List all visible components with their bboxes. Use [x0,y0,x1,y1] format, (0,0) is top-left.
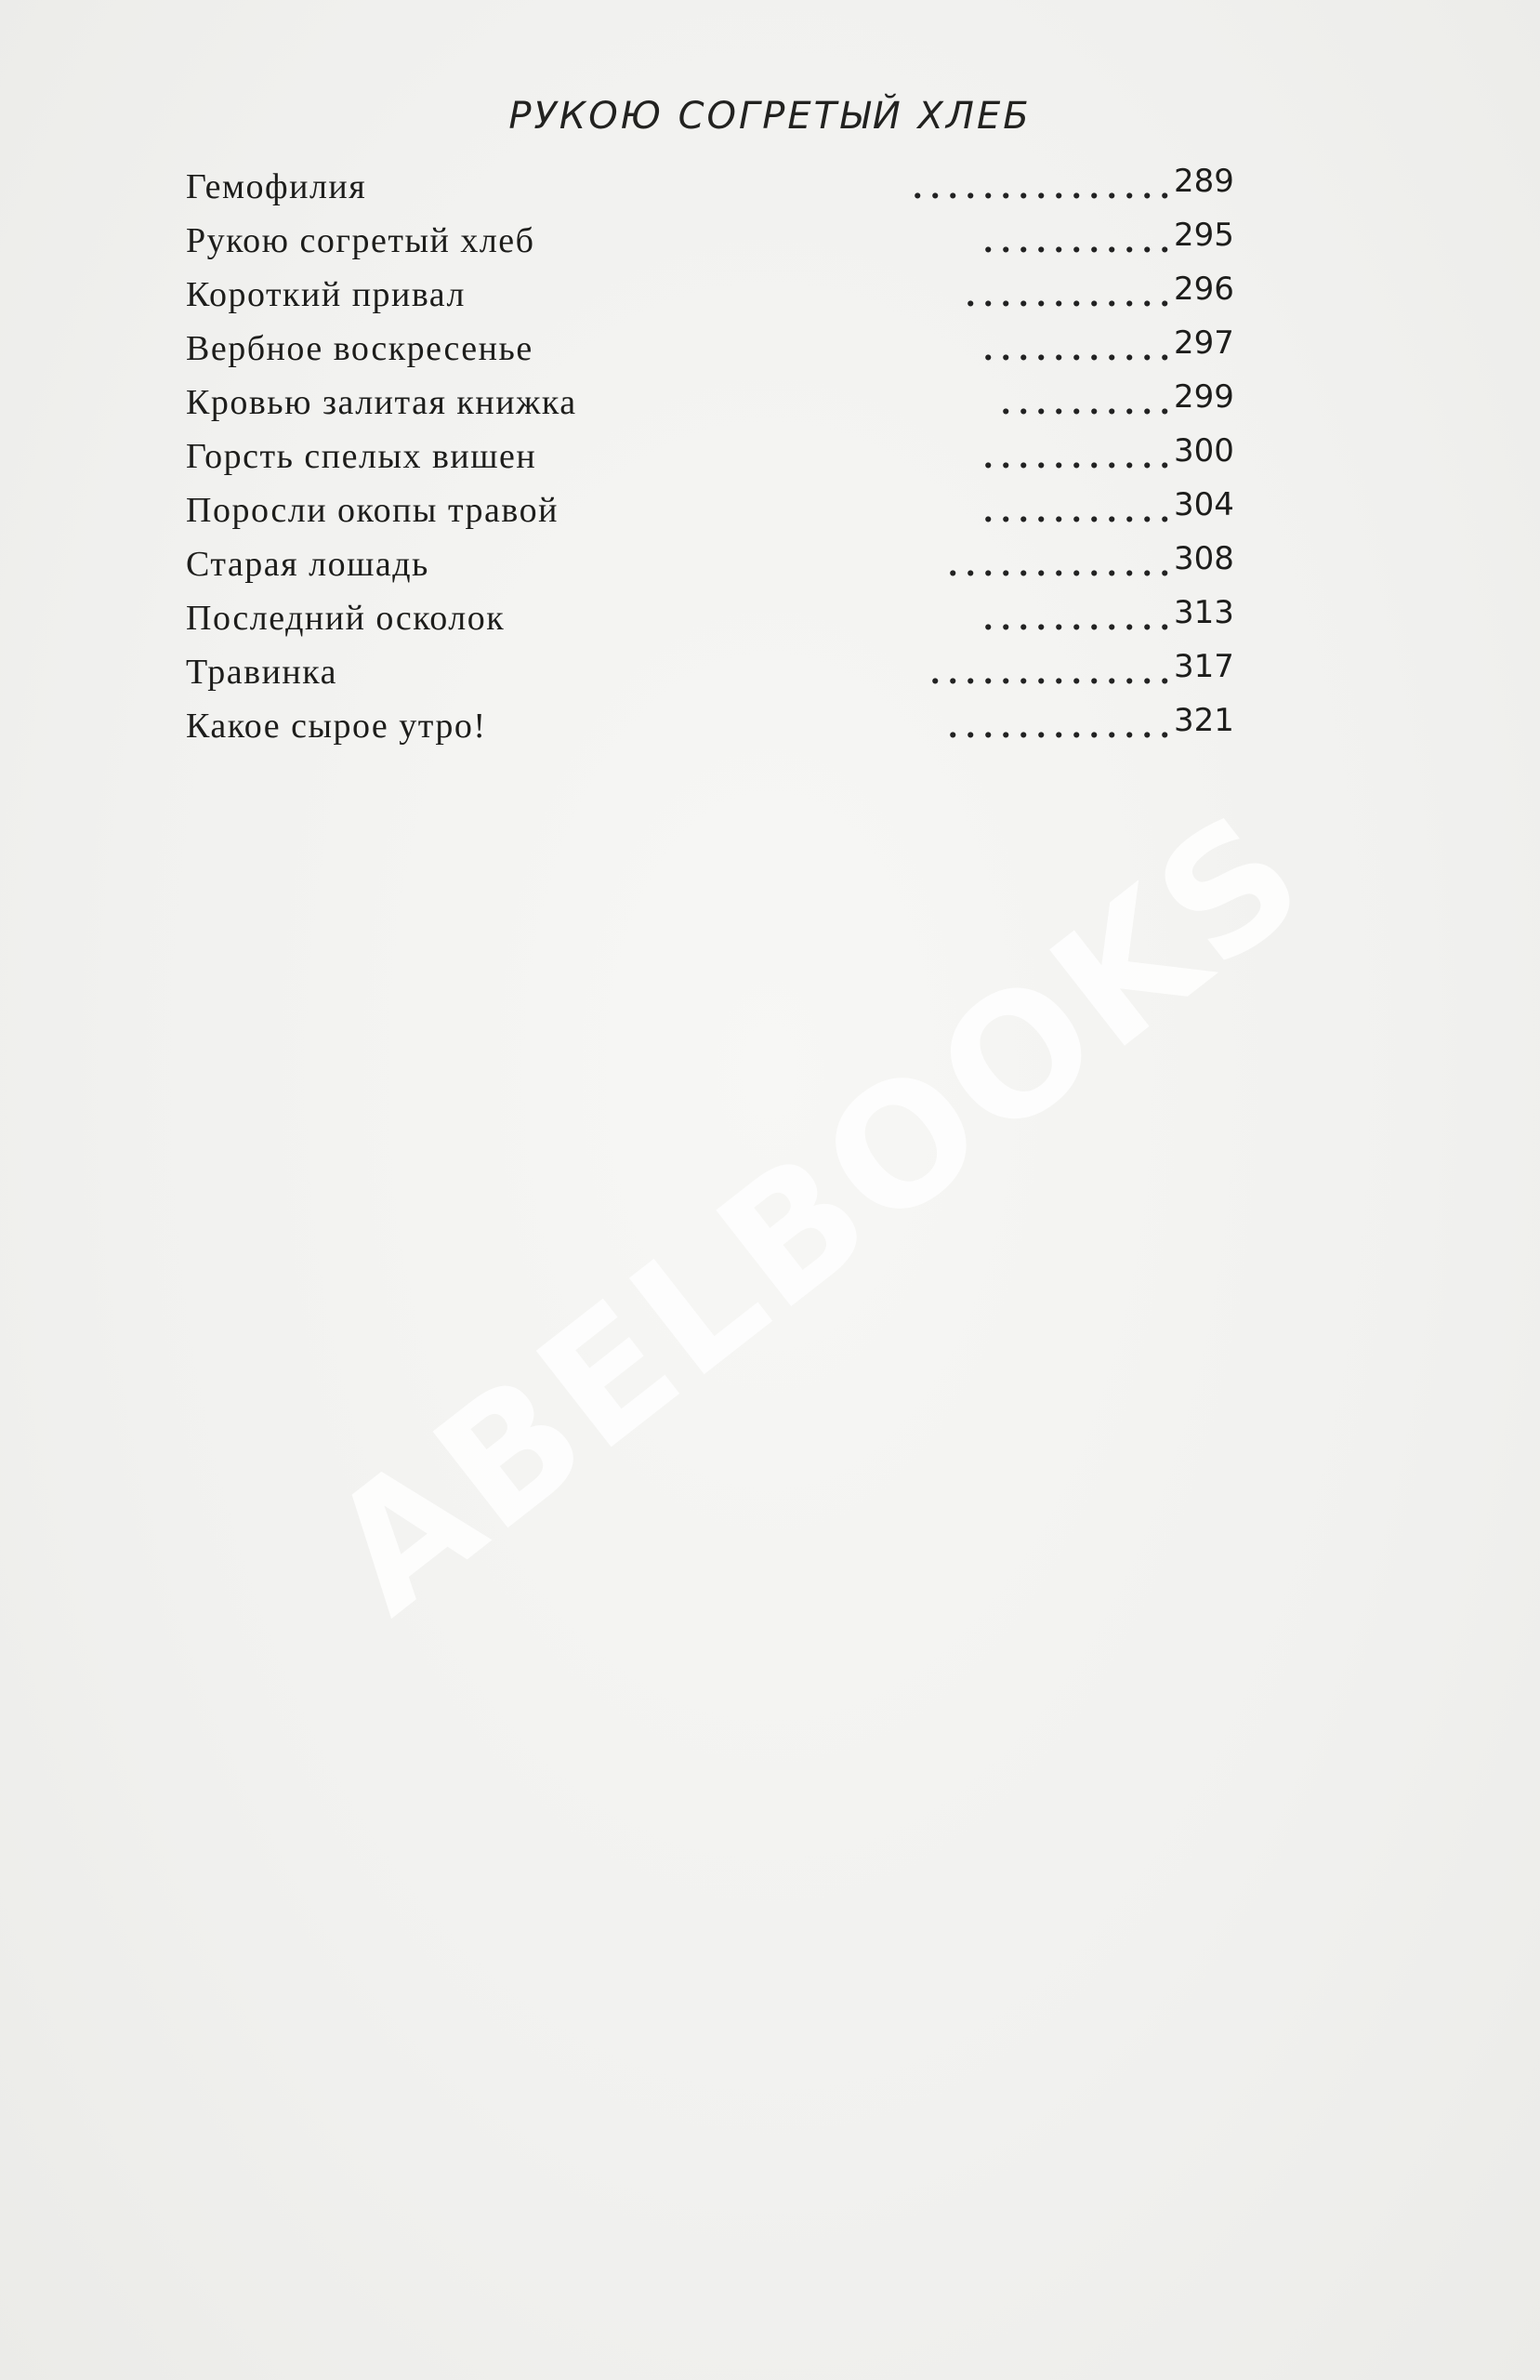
toc-leader-dots: . . . . . . . . . . . . [966,275,1169,314]
toc-entry [186,645,1271,699]
toc-leader-dots: . . . . . . . . . . [1001,383,1169,422]
toc-entry [186,430,1271,483]
toc-entry-page: 308 [1174,540,1234,577]
toc-entry-page: 317 [1174,648,1234,685]
toc-leader-dots: . . . . . . . . . . . . . . [930,653,1169,692]
toc-entry [186,699,1271,753]
toc-entry [186,160,1271,214]
table-of-contents [186,160,1271,753]
toc-entry [186,322,1271,376]
toc-entry-page: 295 [1174,217,1234,254]
toc-entry [186,214,1271,268]
toc-leader-dots: . . . . . . . . . . . . . [948,707,1169,746]
toc-leader-dots: . . . . . . . . . . . [983,437,1169,476]
toc-leader-dots: . . . . . . . . . . . [983,221,1169,260]
toc-entry-title: Кровью залитая книжка [186,383,577,422]
toc-entry-page: 296 [1174,271,1234,308]
toc-entry-title: Травинка [186,653,337,692]
toc-entry-page: 289 [1174,163,1234,200]
toc-leader-dots: . . . . . . . . . . . [983,329,1169,368]
toc-entry-title: Гемофилия [186,167,367,206]
toc-entry-title: Поросли окопы травой [186,491,559,530]
section-title: РУКОЮ СОГРЕТЫЙ ХЛЕБ [508,95,1032,138]
toc-entry-page: 321 [1174,702,1234,739]
toc-entry-page: 299 [1174,378,1234,416]
toc-entry-title: Последний осколок [186,599,506,638]
toc-entry [186,268,1271,322]
toc-entry [186,483,1271,537]
watermark: ABELBOOKS [296,774,1340,1651]
toc-entry-page: 297 [1174,324,1234,362]
toc-entry [186,537,1271,591]
toc-leader-dots: . . . . . . . . . . . [983,491,1169,530]
toc-entry-page: 313 [1174,594,1234,631]
toc-entry-title: Вербное воскресенье [186,329,533,368]
toc-entry-title: Горсть спелых вишен [186,437,537,476]
toc-entry-title: Старая лошадь [186,545,429,584]
toc-entry-page: 300 [1174,432,1234,469]
toc-entry-title: Рукою согретый хлеб [186,221,535,260]
toc-leader-dots: . . . . . . . . . . . . . [948,545,1169,584]
toc-entry-title: Какое сырое утро! [186,707,487,746]
toc-entry-title: Короткий привал [186,275,466,314]
toc-entry [186,376,1271,430]
toc-leader-dots: . . . . . . . . . . . . . . . [913,167,1169,206]
toc-entry-page: 304 [1174,486,1234,523]
toc-leader-dots: . . . . . . . . . . . [983,599,1169,638]
toc-entry [186,591,1271,645]
